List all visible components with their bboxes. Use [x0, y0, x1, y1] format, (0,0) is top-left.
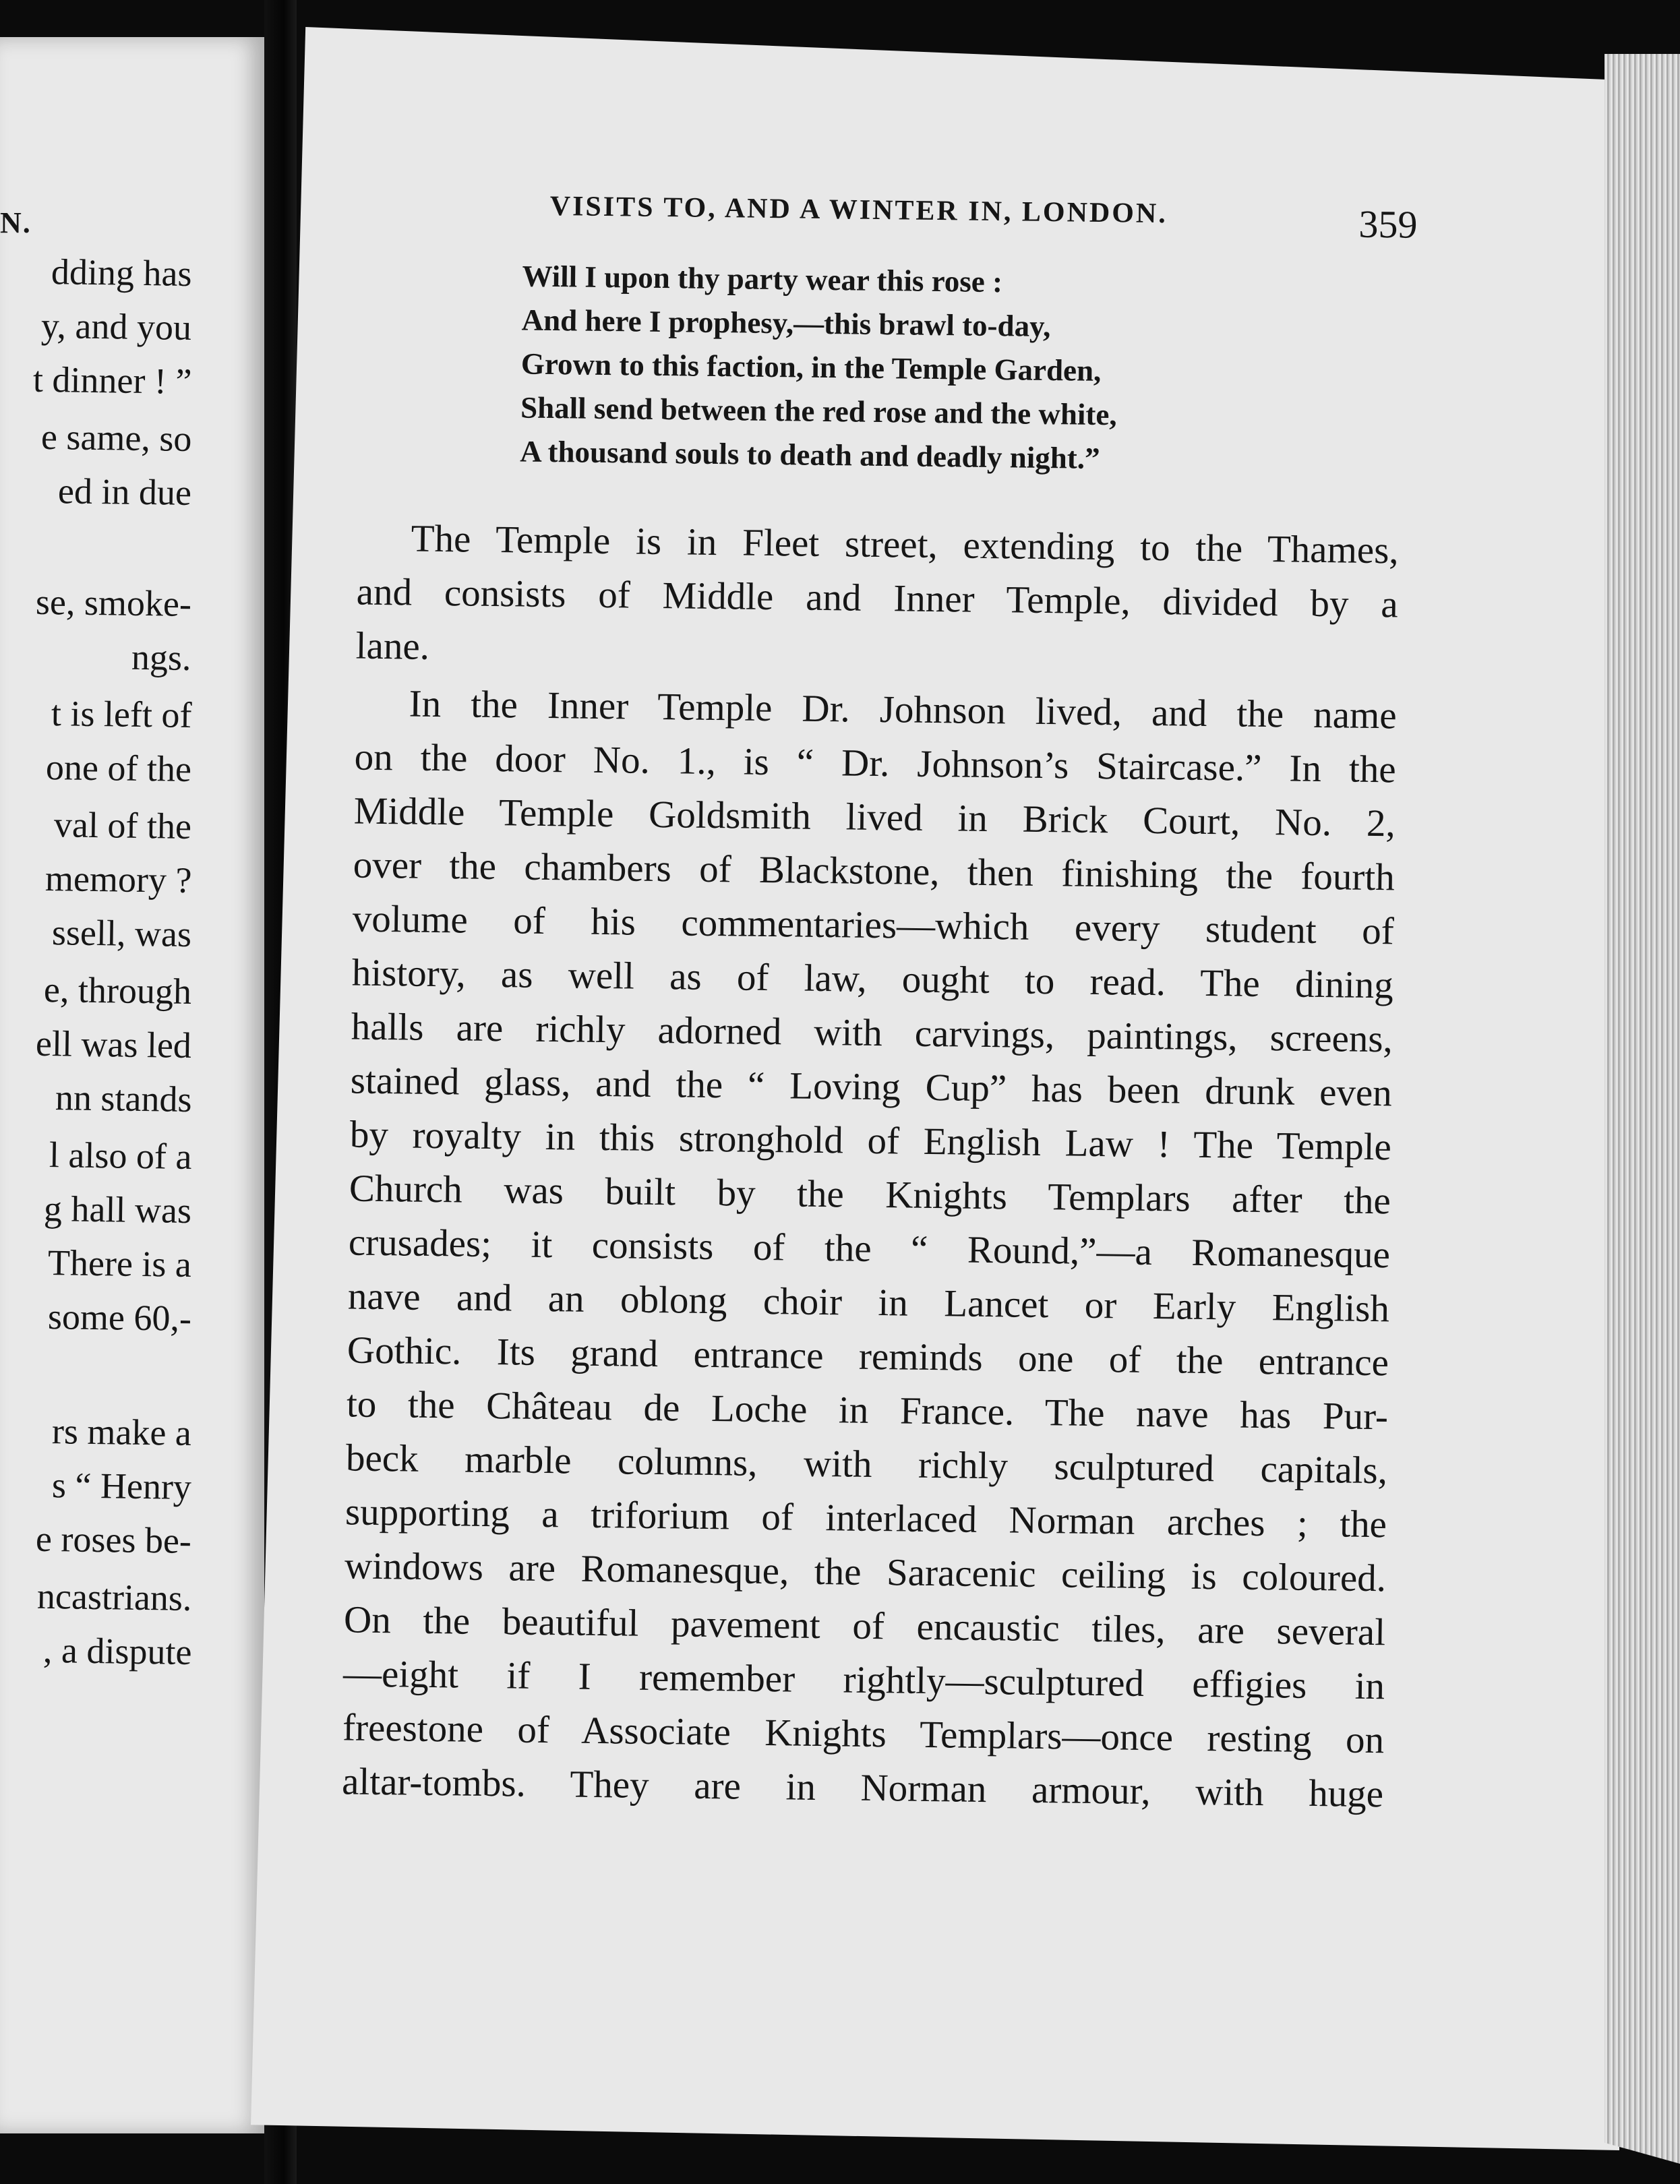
left-line: There is a [47, 1242, 192, 1285]
verse-line: And here I prophesy,—this brawl to-day, [521, 303, 1051, 344]
left-running-head: N. [0, 206, 32, 239]
left-line: nn stands [55, 1077, 192, 1120]
page-number: 359 [1358, 202, 1418, 247]
paragraph-line: over the chambers of Blackstone, then finishing the fourth [353, 843, 1396, 899]
paragraph-line: on the door No. 1., is “ Dr. Johnson’s Staircase.” In the [354, 735, 1397, 791]
paragraph-line: Middle Temple Goldsmith lived in Brick Court, No. 2, [353, 789, 1396, 845]
paragraph-line: halls are richly adorned with carvings, paintings, screens, [351, 1005, 1393, 1061]
paragraph-line: —eight if I remember rightly—sculptured effigies in [342, 1652, 1385, 1708]
verse-line: Shall send between the red rose and the white, [520, 390, 1117, 432]
left-line: ell was led [35, 1023, 192, 1066]
paragraph-line: by royalty in this stronghold of English Law ! The Temple [349, 1113, 1392, 1169]
left-line: t dinner ! ” [32, 359, 192, 402]
left-line: g hall was [43, 1188, 192, 1231]
paragraph-line: volume of his commentaries—which every student of [352, 897, 1395, 953]
left-line: ed in due [57, 471, 192, 513]
left-line: y, and you [40, 305, 192, 348]
paragraph-line: crusades; it consists of the “ Round,”—a Romanesque [348, 1221, 1391, 1277]
paragraph-line: The Temple is in Fleet street, extending to the Thames, [411, 517, 1400, 572]
paragraph-line: to the Château de Loche in France. The nave has Pur- [346, 1383, 1389, 1438]
left-line: memory ? [44, 857, 192, 901]
left-line: val of the [53, 804, 192, 847]
paragraph-line: stained glass, and the “ Loving Cup” has been drunk even [350, 1059, 1393, 1115]
left-line: ncastrians. [36, 1575, 192, 1618]
left-line: s “ Henry [51, 1465, 192, 1507]
paragraph-line: beck marble columns, with richly sculptured capitals, [345, 1436, 1388, 1492]
left-line: some 60,- [47, 1296, 192, 1339]
paragraph-line: altar-tombs. They are in Norman armour, with huge [341, 1760, 1384, 1816]
running-head: VISITS TO, AND A WINTER IN, LONDON. [549, 190, 1168, 230]
paragraph-line: lane. [355, 624, 430, 668]
left-line: ssell, was [51, 912, 192, 954]
left-line: t is left of [51, 693, 192, 735]
left-line: ngs. [131, 636, 192, 678]
paragraph-line: On the beautiful pavement of encaustic tiles, are several [343, 1598, 1386, 1654]
paragraph-line: windows are Romanesque, the Saracenic ceiling is coloured. [344, 1544, 1387, 1600]
left-line: e, through [43, 969, 192, 1012]
left-line: e same, so [40, 416, 192, 459]
left-line: one of the [45, 746, 192, 789]
paragraph-line: In the Inner Temple Dr. Johnson lived, and the name [409, 682, 1398, 737]
paragraph-line: and consists of Middle and Inner Temple, divided by a [356, 570, 1399, 626]
paragraph-line: freestone of Associate Knights Templars—once resting on [342, 1706, 1385, 1762]
left-line: e roses be- [35, 1518, 192, 1561]
verse-line: Will I upon thy party wear this rose : [522, 259, 1003, 299]
paragraph-line: Gothic. Its grand entrance reminds one of the entrance [347, 1329, 1389, 1385]
verse-line: Grown to this faction, in the Temple Garden, [520, 346, 1102, 388]
paragraph-line: history, as well as of law, ought to read. The dining [351, 951, 1394, 1007]
paragraph-line: Church was built by the Knights Templars after the [349, 1167, 1391, 1223]
paragraph-line: supporting a triforium of interlaced Norman arches ; the [344, 1490, 1387, 1546]
paragraph-line: nave and an oblong choir in Lancet or Early English [347, 1275, 1390, 1331]
left-line: , a dispute [42, 1629, 192, 1672]
left-line: se, smoke- [35, 581, 192, 624]
left-line: l also of a [49, 1134, 192, 1177]
verse-line: A thousand souls to death and deadly night.” [520, 434, 1100, 475]
left-line: dding has [51, 251, 192, 294]
left-line: rs make a [51, 1411, 192, 1453]
